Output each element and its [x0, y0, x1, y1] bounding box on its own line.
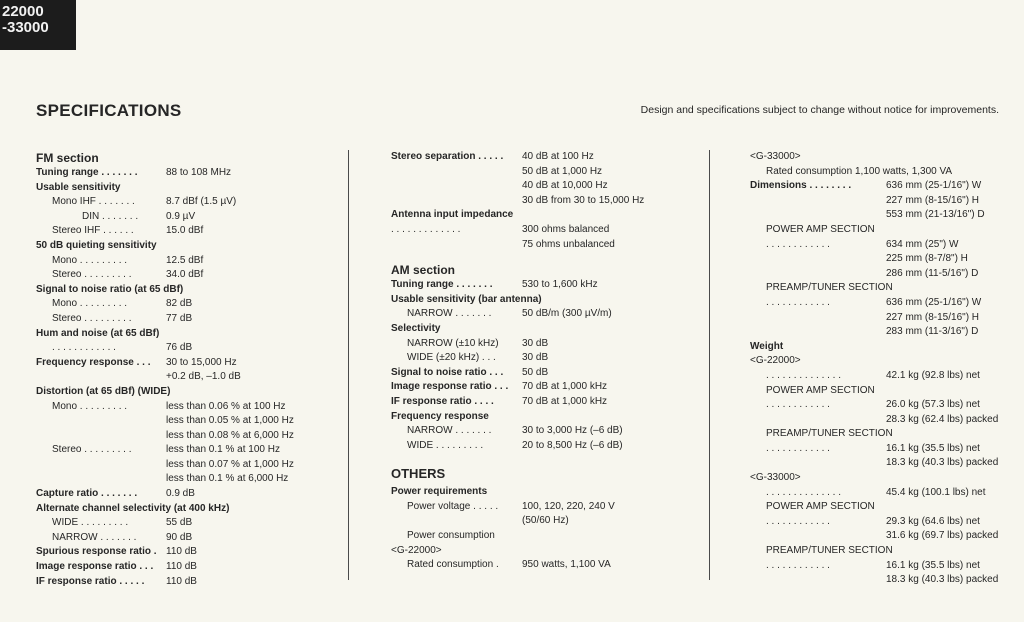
spec-row [36, 414, 336, 429]
spec-row [750, 325, 1010, 340]
spec-value: 70 dB at 1,000 kHz [522, 395, 608, 407]
spec-value: 28.3 kg (62.4 lbs) packed [886, 413, 999, 425]
spec-row [36, 239, 336, 254]
spec-label: Stereo . . . . . . . . . [52, 444, 132, 456]
spec-value: 283 mm (11-3/16") D [886, 326, 979, 338]
spec-row [750, 544, 1010, 559]
spec-row [391, 558, 691, 573]
spec-row [750, 427, 1010, 442]
spec-row [36, 283, 336, 298]
spec-value: less than 0.07 % at 1,000 Hz [166, 458, 294, 470]
spec-value: 0.9 µV [166, 210, 196, 222]
spec-row [750, 267, 1010, 282]
spec-value: 225 mm (8-7/8") H [886, 253, 968, 265]
spec-row [391, 165, 691, 180]
spec-value: 31.6 kg (69.7 lbs) packed [886, 530, 999, 542]
spec-row [36, 502, 336, 517]
spec-value: 42.1 kg (92.8 lbs) net [886, 369, 980, 381]
spec-label: <G-22000> [391, 544, 442, 556]
spec-value: less than 0.1 % at 100 Hz [166, 444, 280, 456]
spec-value: less than 0.05 % at 1,000 Hz [166, 415, 294, 427]
spec-label: . . . . . . . . . . . . [766, 515, 830, 527]
spec-value: 15.0 dBf [166, 225, 204, 237]
spec-value: 45.4 kg (100.1 lbs) net [886, 486, 986, 498]
spec-label: . . . . . . . . . . . . [766, 399, 830, 411]
spec-row [36, 181, 336, 196]
spec-row [36, 224, 336, 239]
spec-row [750, 281, 1010, 296]
spec-label: Signal to noise ratio . . . [391, 366, 504, 378]
spec-row [750, 384, 1010, 399]
spec-row [750, 486, 1010, 501]
spec-row [36, 312, 336, 327]
spec-value: 77 dB [166, 312, 193, 324]
spec-label: NARROW . . . . . . . [52, 531, 137, 543]
spec-row [36, 575, 336, 590]
spec-value: 50 dB/m (300 µV/m) [522, 308, 612, 320]
spec-row [750, 529, 1010, 544]
spec-label: Mono . . . . . . . . . [52, 254, 128, 266]
spec-value: 26.0 kg (57.3 lbs) net [886, 399, 980, 411]
spec-row [750, 398, 1010, 413]
spec-label: . . . . . . . . . . . . [766, 296, 830, 308]
spec-label: Image response ratio . . . [391, 381, 509, 393]
spec-value: 16.1 kg (35.5 lbs) net [886, 559, 980, 571]
spec-row [36, 356, 336, 371]
spec-label: POWER AMP SECTION [766, 223, 875, 235]
spec-row [750, 165, 1010, 180]
spec-value: 30 to 15,000 Hz [166, 356, 237, 368]
spec-label: . . . . . . . . . . . . [766, 559, 830, 571]
spec-label: Dimensions . . . . . . . . [750, 180, 852, 192]
spec-label: <G-33000> [750, 151, 801, 162]
column-stereo-am-others [391, 150, 691, 573]
spec-row [391, 307, 691, 322]
spec-row [36, 458, 336, 473]
spec-row [36, 443, 336, 458]
spec-label: Mono IHF . . . . . . . [52, 196, 135, 208]
spec-row [391, 208, 691, 223]
spec-value: 20 to 8,500 Hz (–6 dB) [522, 439, 623, 451]
spec-row [36, 254, 336, 269]
spec-row [750, 223, 1010, 238]
spec-row [391, 485, 691, 500]
spec-label: Alternate channel selectivity (at 400 kHz) [36, 502, 230, 514]
spec-row [391, 150, 691, 165]
spec-label: Signal to noise ratio (at 65 dBf) [36, 283, 184, 295]
spec-row [750, 296, 1010, 311]
spec-row [36, 545, 336, 560]
model-number-badge [0, 0, 76, 50]
spec-value: 29.3 kg (64.6 lbs) net [886, 515, 980, 527]
spec-value: 110 dB [166, 561, 197, 573]
spec-value: 634 mm (25") W [886, 238, 959, 250]
spec-label: Mono . . . . . . . . . [52, 298, 128, 310]
spec-row [750, 354, 1010, 369]
spec-row [750, 500, 1010, 515]
spec-value: 75 ohms unbalanced [522, 238, 615, 250]
spec-value: 18.3 kg (40.3 lbs) packed [886, 574, 999, 586]
spec-row [36, 327, 336, 342]
spec-value: 70 dB at 1,000 kHz [522, 381, 608, 393]
spec-row [391, 337, 691, 352]
spec-label: Weight [750, 340, 784, 352]
spec-label: Usable sensitivity (bar antenna) [391, 293, 542, 305]
spec-label: Power requirements [391, 486, 488, 498]
spec-label: DIN . . . . . . . [82, 210, 139, 222]
spec-row [391, 410, 691, 425]
spec-row [36, 341, 336, 356]
spec-row [391, 322, 691, 337]
spec-row [750, 456, 1010, 471]
spec-value: 88 to 108 MHz [166, 167, 232, 178]
spec-label: Stereo . . . . . . . . . [52, 312, 132, 324]
spec-label: WIDE . . . . . . . . . [52, 517, 129, 529]
spec-row [36, 297, 336, 312]
spec-row [391, 223, 691, 238]
spec-label: Rated consumption . [407, 559, 499, 571]
spec-row [36, 516, 336, 531]
spec-value: 110 dB [166, 575, 197, 587]
spec-value: 8.7 dBf (1.5 µV) [166, 196, 237, 208]
spec-row [36, 400, 336, 415]
spacer [391, 453, 691, 463]
spacer [391, 252, 691, 262]
spec-row [36, 195, 336, 210]
spec-row [36, 210, 336, 225]
spec-label: NARROW . . . . . . . [407, 308, 492, 320]
spec-row [36, 472, 336, 487]
spec-label: Power voltage . . . . . [407, 500, 499, 512]
spec-label: Frequency response . . . [36, 356, 151, 368]
spec-row [391, 278, 691, 293]
spec-label: Capture ratio . . . . . . . [36, 488, 138, 500]
spec-value: 82 dB [166, 298, 193, 310]
page-title: SPECIFICATIONS [36, 101, 182, 120]
spec-label: Hum and noise (at 65 dBf) [36, 327, 160, 339]
column-divider-2 [709, 150, 710, 580]
spec-label: PREAMP/TUNER SECTION [766, 282, 893, 294]
spec-row [750, 413, 1010, 428]
spec-value: 227 mm (8-15/16") H [886, 311, 980, 323]
spec-value: 227 mm (8-15/16") H [886, 194, 980, 206]
spec-value: 40 dB at 100 Hz [522, 151, 594, 162]
spec-value: 1,100 watts, 1,300 VA [855, 165, 953, 177]
spec-value: 30 dB from 30 to 15,000 Hz [522, 194, 645, 206]
model-number-line-2: -33000 [2, 19, 49, 36]
spec-value: 40 dB at 10,000 Hz [522, 180, 608, 192]
spec-value: less than 0.06 % at 100 Hz [166, 400, 286, 412]
spec-label: . . . . . . . . . . . . . . [766, 486, 842, 498]
spec-value: 76 dB [166, 342, 193, 354]
spec-label: POWER AMP SECTION [766, 501, 875, 513]
spec-label: Frequency response [391, 410, 489, 422]
spec-row [750, 311, 1010, 326]
spec-label: Rated consumption . [766, 165, 858, 177]
spec-value: 636 mm (25-1/16") W [886, 180, 982, 192]
spec-label: Stereo IHF . . . . . . [52, 225, 134, 237]
spec-label: WIDE . . . . . . . . . [407, 439, 484, 451]
spec-row [391, 544, 691, 559]
spec-row [750, 559, 1010, 574]
spec-label: Distortion (at 65 dBf) (WIDE) [36, 385, 171, 397]
spec-label: IF response ratio . . . . . [36, 575, 145, 587]
spec-label: Antenna input impedance [391, 209, 514, 221]
spec-value: less than 0.1 % at 6,000 Hz [166, 473, 289, 485]
spec-value: 90 dB [166, 531, 193, 543]
spec-value: +0.2 dB, –1.0 dB [166, 371, 241, 383]
column-dimensions-weight [750, 150, 1010, 588]
spec-row [750, 150, 1010, 165]
spec-value: 30 dB [522, 337, 549, 349]
spec-value: 636 mm (25-1/16") W [886, 296, 982, 308]
model-number-line-1: 22000 [2, 3, 44, 20]
spec-row [391, 351, 691, 366]
spec-row [750, 573, 1010, 588]
spec-value: 34.0 dBf [166, 269, 204, 281]
spec-row [36, 487, 336, 502]
spec-row [36, 531, 336, 546]
spec-label: <G-22000> [750, 355, 801, 367]
spec-label: Spurious response ratio . [36, 546, 157, 558]
spec-label: Stereo . . . . . . . . . [52, 269, 132, 281]
spec-value: 30 dB [522, 352, 549, 364]
spec-row [750, 179, 1010, 194]
spec-value: 530 to 1,600 kHz [522, 279, 598, 291]
spec-row [391, 366, 691, 381]
section-heading: AM section [391, 263, 456, 278]
spec-label: NARROW (±10 kHz) [407, 337, 499, 349]
spec-row [391, 380, 691, 395]
spec-value: 950 watts, 1,100 VA [522, 559, 611, 571]
spec-value: 0.9 dB [166, 488, 195, 500]
spec-row [750, 442, 1010, 457]
spec-value: 18.3 kg (40.3 lbs) packed [886, 457, 999, 469]
spec-label: . . . . . . . . . . . . . [391, 223, 461, 235]
spec-row [36, 385, 336, 400]
section-heading: FM section [36, 151, 99, 165]
spec-label: . . . . . . . . . . . . [766, 442, 830, 454]
spec-value: 110 dB [166, 546, 197, 558]
spec-row [750, 369, 1010, 384]
spec-row [36, 268, 336, 283]
spec-row [391, 439, 691, 454]
spec-value: 55 dB [166, 517, 193, 529]
spec-label: Usable sensitivity [36, 181, 121, 193]
spec-row [750, 340, 1010, 355]
spec-value: 286 mm (11-5/16") D [886, 267, 979, 279]
spec-row [36, 370, 336, 385]
spec-label: Image response ratio . . . [36, 561, 154, 573]
spec-value: 300 ohms balanced [522, 223, 610, 235]
spec-label: POWER AMP SECTION [766, 384, 875, 396]
spec-label: <G-33000> [750, 472, 801, 484]
spec-value: 50 dB at 1,000 Hz [522, 165, 603, 177]
spec-label: . . . . . . . . . . . . . . [766, 369, 842, 381]
spec-value: 50 dB [522, 366, 549, 378]
spec-row [391, 514, 691, 529]
spec-label: 50 dB quieting sensitivity [36, 239, 157, 251]
spec-label: Tuning range . . . . . . . [36, 167, 138, 178]
spec-row [750, 208, 1010, 223]
spec-value: 30 to 3,000 Hz (–6 dB) [522, 425, 623, 437]
spec-label: PREAMP/TUNER SECTION [766, 428, 893, 440]
spec-row [391, 500, 691, 515]
spec-label: . . . . . . . . . . . . [52, 342, 116, 354]
section-heading: OTHERS [391, 466, 446, 482]
spec-label: IF response ratio . . . . [391, 395, 494, 407]
spec-row [391, 238, 691, 253]
spec-row [750, 515, 1010, 530]
spec-row [36, 166, 336, 181]
spec-row [750, 252, 1010, 267]
spec-row [750, 194, 1010, 209]
spec-row [36, 560, 336, 575]
spec-row [750, 238, 1010, 253]
spec-label: . . . . . . . . . . . . [766, 238, 830, 250]
spec-label: Mono . . . . . . . . . [52, 400, 128, 412]
spec-row [391, 529, 691, 544]
spec-label: Selectivity [391, 322, 441, 334]
change-notice: Design and specifications subject to change without notice for improvements. [640, 104, 999, 116]
spec-label: Tuning range . . . . . . . [391, 279, 493, 291]
spec-row [36, 429, 336, 444]
spec-value: (50/60 Hz) [522, 515, 569, 527]
spec-row [391, 194, 691, 209]
spec-row [750, 471, 1010, 486]
spec-label: NARROW . . . . . . . [407, 425, 492, 437]
spec-row [391, 293, 691, 308]
spec-row [391, 395, 691, 410]
spec-row [391, 424, 691, 439]
spec-value: less than 0.08 % at 6,000 Hz [166, 429, 294, 441]
spec-label: WIDE (±20 kHz) . . . [407, 352, 496, 364]
column-fm-section [36, 150, 336, 589]
spec-value: 12.5 dBf [166, 254, 204, 266]
spec-label: Power consumption [407, 530, 495, 542]
spec-value: 100, 120, 220, 240 V [522, 500, 615, 512]
column-divider-1 [348, 150, 349, 580]
spec-label: Stereo separation . . . . . [391, 151, 504, 162]
spec-row [391, 179, 691, 194]
spec-value: 16.1 kg (35.5 lbs) net [886, 442, 980, 454]
spec-label: PREAMP/TUNER SECTION [766, 545, 893, 557]
spec-value: 553 mm (21-13/16") D [886, 209, 985, 221]
